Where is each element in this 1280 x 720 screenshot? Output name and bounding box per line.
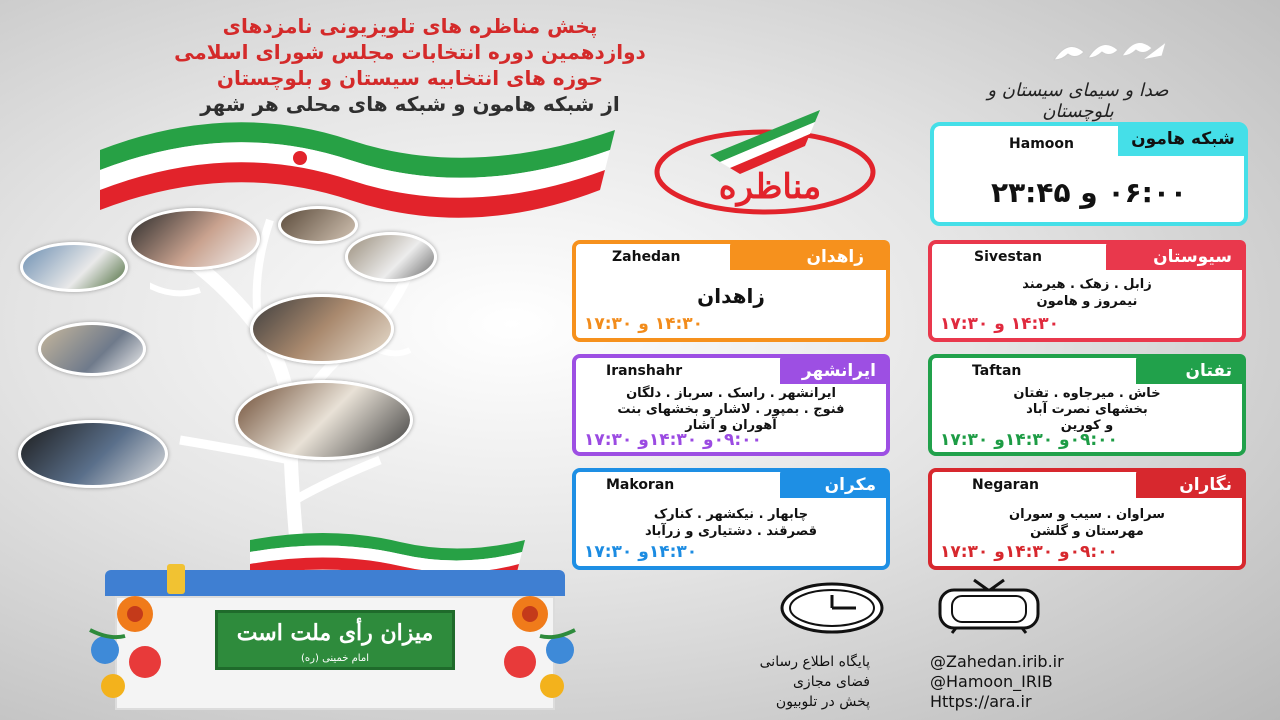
header-line-1: پخش مناظره های تلویزیونی نامزدهای [222, 14, 598, 38]
contact-ara: Https://ara.ir [930, 692, 1032, 711]
card-sivestan [928, 240, 1246, 342]
photo-women-voting [18, 420, 168, 488]
card-zahedan-label-en: Zahedan [612, 249, 681, 265]
card-taftan-areas: خاش . میرجاوه . تفتان بخشهای نصرت آباد و کورین [1013, 386, 1161, 433]
photo-elders [235, 380, 413, 460]
hamoon-times: ۰۶:۰۰ و ۲۳:۴۵ [990, 176, 1188, 209]
hamoon-card [930, 122, 1248, 226]
card-sivestan-label-en: Sivestan [974, 249, 1042, 265]
card-iranshahr-label: ایرانشهر [801, 361, 876, 381]
photo-women [128, 208, 260, 270]
card-iranshahr-times: ۰۹:۰۰و ۱۴:۳۰و ۱۷:۳۰ [584, 430, 762, 450]
photo-ballot-vote [250, 294, 394, 364]
photo-voters-1 [20, 242, 128, 292]
card-negaran-times: ۰۹:۰۰و ۱۴:۳۰و ۱۷:۳۰ [940, 542, 1118, 562]
contact-social: @Hamoon_IRIB [930, 672, 1053, 691]
card-zahedan-areas: زاهدان [697, 284, 765, 308]
photo-crowd [38, 322, 146, 376]
card-negaran-label: نگاران [1179, 475, 1232, 495]
card-makoran-label: مکران [824, 475, 876, 495]
card-makoran-times: ۱۴:۳۰و ۱۷:۳۰ [584, 542, 698, 562]
label-social-space: فضای مجازی [792, 674, 870, 690]
hamoon-label: شبکه هامون [1118, 122, 1248, 156]
hamoon-label-en: Hamoon [1009, 136, 1074, 152]
card-iranshahr-areas: ایرانشهر . راسک . سرباز . دلگان فنوج . بمپور . لاشار و بخشهای بنت آهوران و آشار [617, 386, 845, 433]
header-line-3: حوزه های انتخابیه سیستان و بلوچستان [216, 66, 604, 90]
photo-man-1 [278, 206, 358, 244]
ballot-slogan: میزان رأی ملت است [236, 620, 434, 646]
card-negaran [928, 468, 1246, 570]
card-taftan-times: ۰۹:۰۰و ۱۴:۳۰و ۱۷:۳۰ [940, 430, 1118, 450]
card-sivestan-times: ۱۴:۳۰ و ۱۷:۳۰ [940, 314, 1060, 334]
photo-man-2 [345, 232, 437, 282]
monazere-text: مناظره [718, 167, 822, 207]
flower-decoration-right [490, 590, 580, 704]
card-taftan-label-en: Taftan [972, 363, 1022, 379]
label-telewebion: پخش در تلوبیون [775, 694, 870, 710]
clock-icon [780, 582, 884, 638]
label-info-portal: پایگاه اطلاع رسانی [759, 654, 870, 670]
tv-icon [936, 578, 1042, 638]
card-negaran-areas: سراوان . سیب و سوران مهرستان و گلشن [1009, 507, 1165, 539]
card-makoran [572, 468, 890, 570]
card-negaran-label-en: Negaran [972, 477, 1039, 493]
flower-decoration-left [85, 590, 175, 704]
card-zahedan [572, 240, 890, 342]
card-sivestan-areas: زابل . زهک . هیرمند نیمروز و هامون [1022, 277, 1152, 309]
card-sivestan-label: سیوستان [1153, 247, 1232, 267]
monazere-emblem [650, 110, 880, 219]
card-makoran-areas: چابهار . نیکشهر . کنارک قصرقند . دشتیاری و زرآباد [644, 507, 818, 539]
card-zahedan-label: زاهدان [806, 247, 864, 267]
contact-website: @Zahedan.irib.ir [930, 652, 1064, 671]
card-iranshahr [572, 354, 890, 456]
header-line-2: دوازدهمین دوره انتخابات مجلس شورای اسلامی [174, 40, 646, 64]
card-zahedan-times: ۱۴:۳۰ و ۱۷:۳۰ [584, 314, 704, 334]
card-iranshahr-label-en: Iranshahr [606, 363, 683, 379]
broadcaster-logo [1050, 30, 1170, 74]
card-taftan-label: تفتان [1185, 361, 1232, 381]
ballot-slogan-attribution: امام خمینی (ره) [301, 653, 369, 664]
card-makoran-label-en: Makoran [606, 477, 675, 493]
header-line-4: از شبکه هامون و شبکه های محلی هر شهر [200, 92, 620, 116]
card-taftan [928, 354, 1246, 456]
logo-caption: صدا و سیمای سیستان و بلوچستان [987, 80, 1169, 122]
